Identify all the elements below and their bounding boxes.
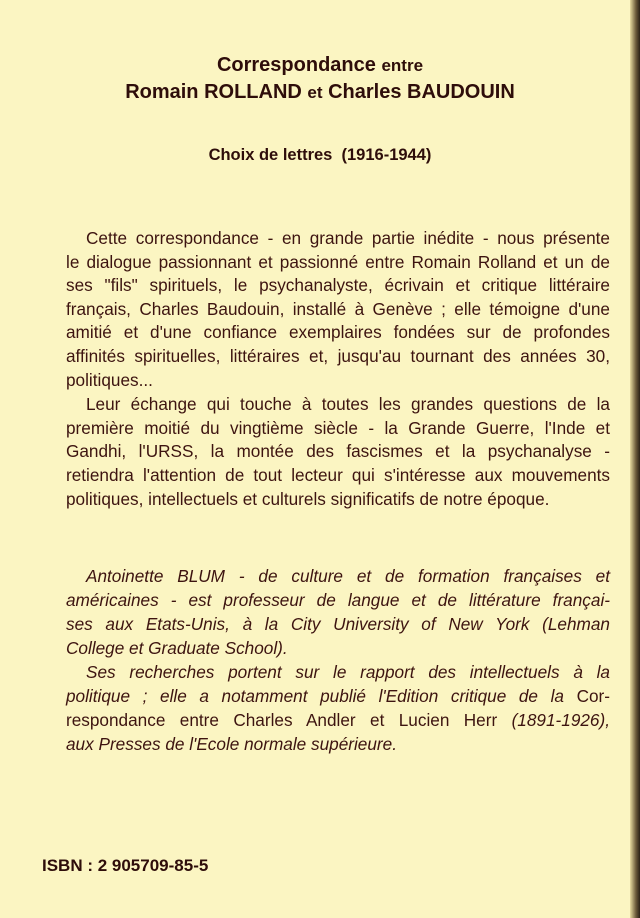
text-line: ses "fils" spirituels, le psychanalyste, écrivain et critique littéraire	[66, 275, 610, 295]
text-line: Leur échange qui touche à toutes les grandes questions de la	[86, 394, 610, 414]
text-line: affinités spirituelles, littéraires et, jusqu'au tournant des années 30,	[66, 346, 610, 366]
title-line-1	[0, 54, 640, 77]
bio-line-italic: politique ; elle a notamment publié l'Edition critique de la	[66, 686, 564, 706]
text-line: le dialogue passionnant et passionné entre Romain Rolland et un de	[66, 252, 610, 272]
title-et: et	[307, 83, 323, 102]
bio-line-upright: respondance entre Charles Andler et Lucien Herr	[66, 710, 498, 730]
text-line: français, Charles Baudouin, installé à Genève ; elle témoigne d'une	[66, 299, 610, 319]
bio-line: Ses recherches portent sur le rapport des intellectuels à la	[86, 662, 610, 682]
subtitle: Choix de lettres (1916-1944)	[208, 146, 432, 164]
bio-line: aux Presses de l'Ecole normale supérieure.	[66, 734, 397, 754]
bio-line: Antoinette BLUM - de culture et de formation françaises et	[86, 566, 610, 586]
isbn: ISBN : 2 905709-85-5	[42, 856, 209, 875]
bio-line: ses aux Etats-Unis, à la City University of New York (Lehman	[66, 614, 610, 634]
bio-line-italic: (1891-1926),	[511, 710, 610, 730]
title-entre: entre	[381, 56, 424, 75]
bio-line: américaines - est professeur de langue et de littérature françai-	[66, 590, 610, 610]
scan-edge	[630, 0, 640, 918]
text-line: Cette correspondance - en grande partie inédite - nous présente	[86, 228, 610, 248]
bio-line: College et Graduate School).	[66, 638, 288, 658]
text-line: politiques...	[66, 370, 153, 390]
text-line: retiendra l'attention de tout lecteur qui s'intéresse aux mouvements	[66, 465, 610, 485]
title-baudouin: Charles BAUDOUIN	[328, 81, 515, 103]
title-correspondance: Correspondance	[216, 54, 376, 76]
title-line-2	[0, 81, 640, 104]
title-rolland: Romain ROLLAND	[125, 81, 302, 103]
bio-line-upright: Cor-	[576, 686, 610, 706]
text-line: politiques, intellectuels et culturels significatifs de notre époque.	[66, 489, 550, 509]
bio-line	[66, 710, 610, 730]
text-line: amitié et d'une confiance exemplaires fondées sur de profondes	[66, 322, 610, 342]
text-line: Gandhi, l'URSS, la montée des fascismes et la psychanalyse -	[66, 441, 610, 461]
bio-line	[66, 686, 610, 706]
text-line: première moitié du vingtième siècle - la Grande Guerre, l'Inde et	[66, 418, 610, 438]
